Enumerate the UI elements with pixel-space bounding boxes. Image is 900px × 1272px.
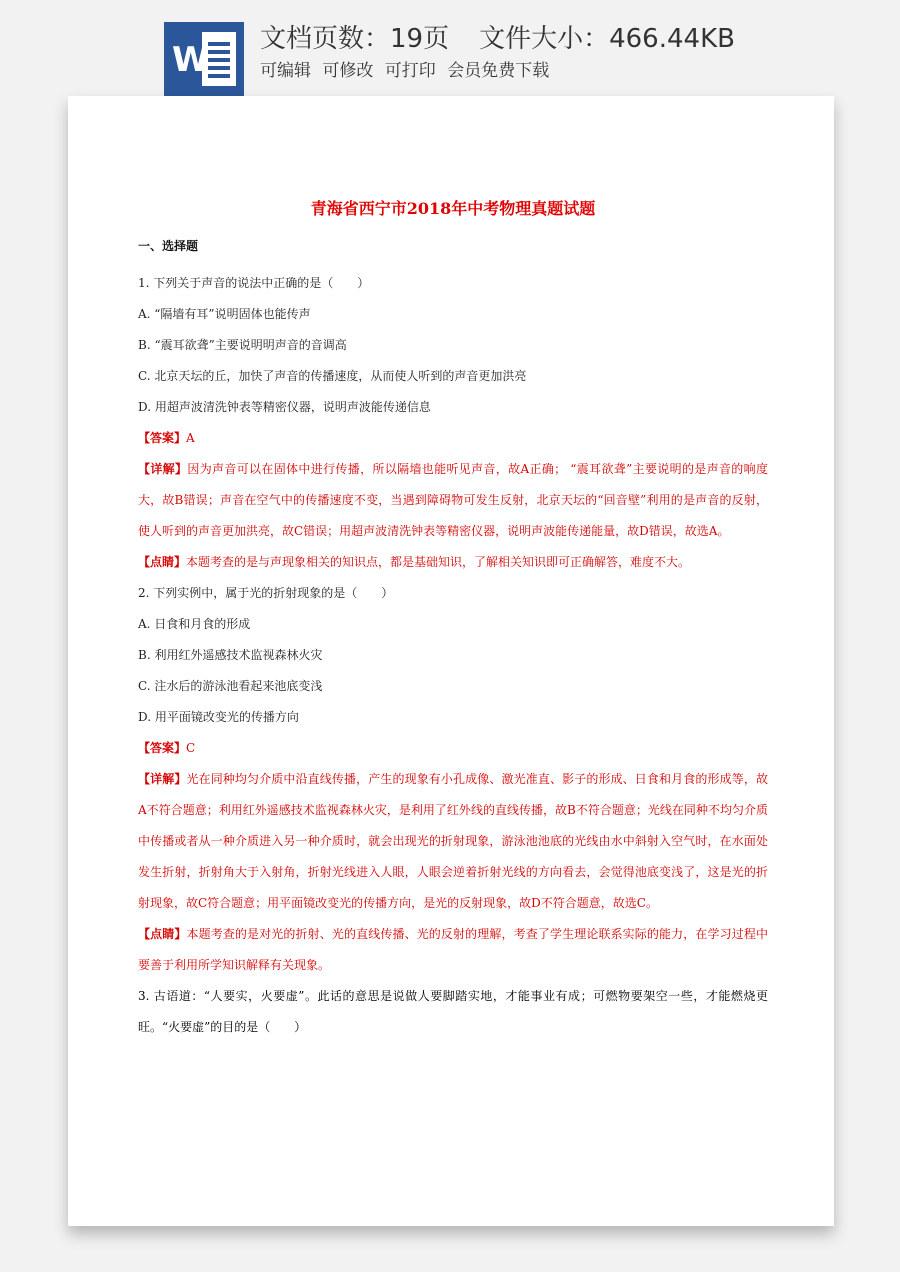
question-2-answer: [138, 733, 768, 764]
detail-tag: 【详解】: [138, 772, 187, 786]
comment-tag: 【点睛】: [138, 555, 187, 569]
comment-text: 本题考查的是对光的折射、光的直线传播、光的反射的理解，考查了学生理论联系实际的能力，在学习过程中要善于利用所学知识解释有关现象。: [138, 927, 768, 972]
page-count: 文档页数：19页: [260, 24, 450, 54]
detail-tag: 【详解】: [138, 462, 188, 476]
question-1-answer: [138, 423, 768, 454]
comment-text: 本题考查的是与声现象相关的知识点，都是基础知识，了解相关知识即可正确解答，难度不大。: [186, 555, 691, 569]
question-3-stem: 3. 古语道：“人要实，火要虚”。此话的意思是说做人要脚踏实地，才能事业有成；可燃物要架空一些，才能燃烧更旺。“火要虚”的目的是（ ）: [138, 989, 768, 1034]
question-2-option-c: C. 注水后的游泳池看起来池底变浅: [138, 679, 323, 693]
answer-value: A: [186, 431, 195, 445]
question-1-option-d: D. 用超声波清洗钟表等精密仪器，说明声波能传递信息: [138, 400, 431, 414]
document-content: [138, 196, 768, 1043]
question-2-detail: [138, 764, 768, 919]
detail-text: 光在同种均匀介质中沿直线传播，产生的现象有小孔成像、激光准直、影子的形成、日食和月食的形成等，故A不符合题意；利用红外遥感技术监视森林火灾，是利用了红外线的直线传播，故B不符合题意；光线在同种不均匀介质中传播或者从一种介质进入另一种介质时，就会出现光的折射现象，游泳池池底的光线由水中斜射入空气时，在水面处发生折射，折射角大于入射角，折射光线进入人眼，人眼会逆着折射光线的方向看去，会觉得池底变浅了，这是光的折射现象，故C符合题意；用平面镜改变光的传播方向，是光的反射现象，故D不符合题意，故选C。: [138, 772, 768, 910]
question-2-option-b: B. 利用红外遥感技术监视森林火灾: [138, 648, 323, 662]
answer-value: C: [186, 741, 196, 755]
question-2-stem: 2. 下列实例中，属于光的折射现象的是（ ）: [138, 586, 394, 600]
comment-tag: 【点睛】: [138, 927, 187, 941]
document-title: 青海省西宁市2018年中考物理真题试题: [310, 199, 596, 218]
question-2-option-d: D. 用平面镜改变光的传播方向: [138, 710, 299, 724]
question-1-detail: [138, 454, 768, 547]
detail-text: 因为声音可以在固体中进行传播，所以隔墙也能听见声音，故A正确； “震耳欲聋”主要说明的是声音的响度大，故B错误；声音在空气中的传播速度不变，当遇到障碍物可发生反射，北京天坛的“回音壁”利用的是声音的反射，使人听到的声音更加洪亮，故C错误；用超声波清洗钟表等精密仪器，说明声波能传递能量，故D错误，故选A。: [138, 462, 768, 538]
feature-list: 可编辑 可修改 可打印 会员免费下载: [260, 61, 550, 81]
question-1-stem: 1. 下列关于声音的说法中正确的是（ ）: [138, 276, 370, 290]
file-size: 文件大小：466.44KB: [479, 24, 735, 54]
question-1-option-c: C. 北京天坛的丘，加快了声音的传播速度，从而使人听到的声音更加洪亮: [138, 369, 527, 383]
answer-tag: 【答案】: [138, 741, 187, 755]
question-2-comment: [138, 919, 768, 981]
answer-tag: 【答案】: [138, 431, 187, 445]
section-heading: 一、选择题: [138, 239, 199, 253]
word-icon: [164, 22, 244, 96]
question-1-comment: [138, 547, 768, 578]
question-1-option-b: B. “震耳欲聋”主要说明明声音的音调高: [138, 338, 347, 352]
document-page: [68, 96, 834, 1226]
question-1-option-a: A. “隔墙有耳”说明固体也能传声: [138, 307, 311, 321]
header-banner: [0, 0, 900, 96]
word-letter: W: [172, 40, 210, 80]
file-info-title: [260, 18, 735, 55]
question-2-option-a: A. 日食和月食的形成: [138, 617, 251, 631]
